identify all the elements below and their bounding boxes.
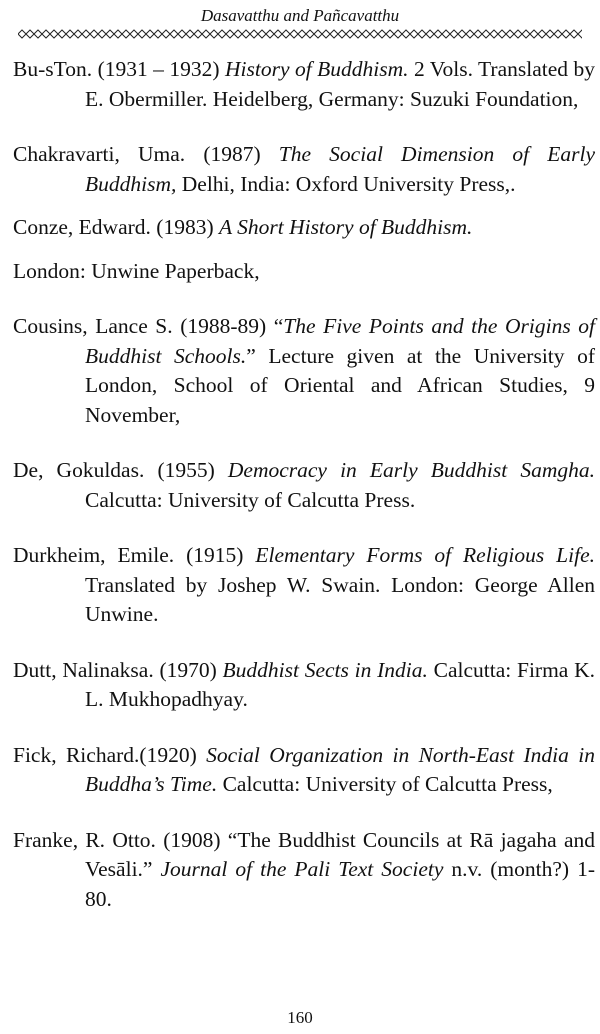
entry-lead: Bu-sTon. (1931 – 1932) <box>13 57 225 81</box>
entry-lead: Franke, R. Otto. (1908) “The Buddhist Councils at Rā jagaha and Vesāli.” <box>13 827 595 881</box>
entry-rest: 2 Vols. Translated by E. Obermiller. Heidelberg, Germany: Suzuki Foundation, <box>85 57 595 111</box>
bibliography-entry <box>13 213 595 243</box>
entry-lead: Durkheim, Emile. (1915) <box>13 543 256 567</box>
bibliography-entry <box>13 741 595 800</box>
bibliography-list <box>13 55 595 940</box>
entry-title: The Social Dimension of Early Buddhism, <box>85 142 595 196</box>
bibliography-entry <box>13 541 595 630</box>
entry-rest: Translated by Joshep W. Swain. London: George Allen Unwine. <box>85 572 595 626</box>
entry-rest: Delhi, India: Oxford University Press,. <box>176 171 516 196</box>
page-number: 160 <box>287 1008 313 1027</box>
entry-rest: ” Lecture given at the University of London, School of Oriental and African Studies, 9 November, <box>85 343 595 427</box>
entry-title: Elementary Forms of Religious Life. <box>255 543 595 567</box>
bibliography-entry <box>13 257 595 287</box>
entry-title: Democracy in Early Buddhist Samgha. <box>227 458 595 482</box>
entry-title: The Five Points and the Origins of Buddhist Schools. <box>85 314 595 368</box>
entry-title: History of Buddhism. <box>225 57 409 81</box>
bibliography-entry <box>13 55 595 114</box>
entry-lead: De, Gokuldas. (1955) <box>13 458 228 482</box>
bibliography-entry <box>13 656 595 715</box>
entry-lead: Dutt, Nalinaksa. (1970) <box>13 657 223 682</box>
bibliography-entry <box>13 140 595 199</box>
entry-rest: n.v. (month?) 1-80. <box>85 857 595 911</box>
entry-rest: Calcutta: University of Calcutta Press, <box>217 772 553 796</box>
bibliography-entry <box>13 826 595 915</box>
entry-rest: Calcutta: University of Calcutta Press. <box>85 487 416 512</box>
entry-title: Journal of the Pali Text Society <box>160 857 444 881</box>
bibliography-entry <box>13 312 595 430</box>
entry-lead: London: Unwine Paperback, <box>13 258 260 283</box>
entry-lead: Chakravarti, Uma. (1987) <box>13 142 279 166</box>
entry-title: A Short History of Buddhism. <box>218 215 473 239</box>
running-head: Dasavatthu and Pañcavatthu <box>200 6 400 25</box>
decorative-ornament-rule <box>18 29 582 39</box>
bibliography-entry <box>13 456 595 515</box>
entry-title: Social Organization in North-East India in Buddha’s Time. <box>85 742 595 796</box>
entry-title: Buddhist Sects in India. <box>222 657 428 682</box>
entry-rest: Calcutta: Firma K. L. Mukhopadhyay. <box>85 657 595 711</box>
entry-lead: Cousins, Lance S. (1988-89) “ <box>13 314 284 338</box>
entry-lead: Fick, Richard.(1920) <box>13 742 207 767</box>
entry-lead: Conze, Edward. (1983) <box>13 215 219 239</box>
